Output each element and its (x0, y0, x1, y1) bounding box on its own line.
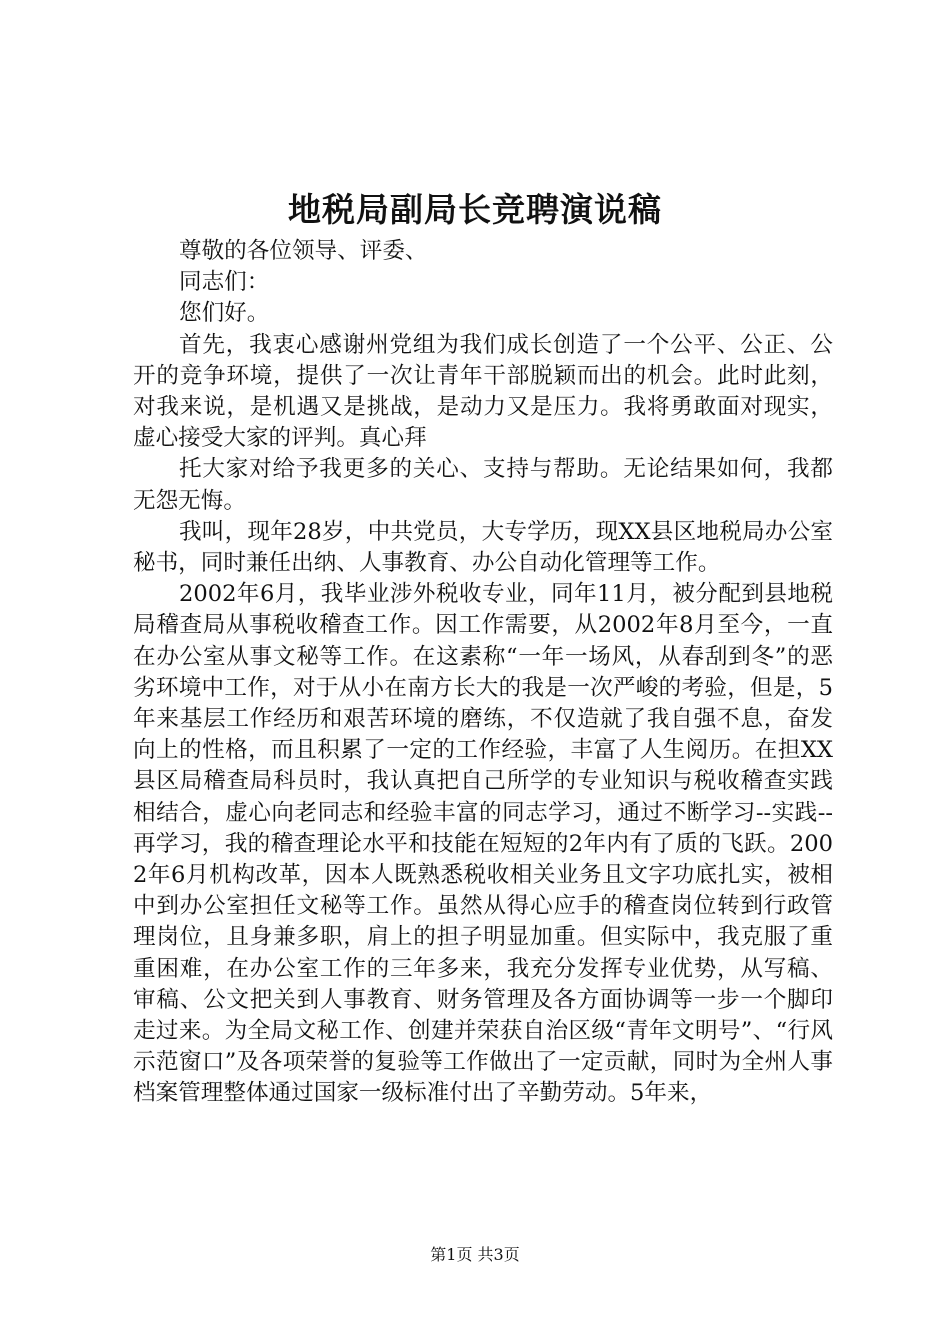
salutation-line-2: 同志们： (179, 269, 270, 296)
paragraph-introduction: 我叫，现年28岁，中共党员，大专学历，现XX县区地税局办公室秘书，同时兼任出纳、人事教育、办公自动化管理等工作。 (133, 518, 833, 577)
paragraph-work-history: 2002年6月，我毕业涉外税收专业，同年11月，被分配到县地税局稽查局从事税收稽查工作。因工作需要，从2002年8月至今，一直在办公室从事文秘等工作。在这素称“一年一场风，从春刮到冬”的恶劣环境中工作，对于从小在南方长大的我是一次严峻的考验，但是，5年来基层工作经历和艰苦环境的磨练，不仅造就了我自强不息，奋发向上的性格，而且积累了一定的工作经验，丰富了人生阅历。在担XX县区局稽查局科员时，我认真把自己所学的专业知识与税收稽查实践相结合，虚心向老同志和经验丰富的同志学习，通过不断学习--实践--再学习，我的稽查理论水平和技能在短短的2年内有了质的飞跃。2002年6月机构改革，因本人既熟悉税收相关业务且文字功底扎实，被相中到办公室担任文秘等工作。虽然从得心应手的稽查岗位转到行政管理岗位，且身兼多职，肩上的担子明显加重。但实际中，我克服了重重困难，在办公室工作的三年多来，我充分发挥专业优势，从写稿、审稿、公文把关到人事教育、财务管理及各方面协调等一步一个脚印走过来。为全局文秘工作、创建并荣获自治区级“青年文明号”、“行风示范窗口”及各项荣誉的复验等工作做出了一定贡献，同时为全州人事档案管理整体通过国家一级标准付出了辛勤劳动。5年来， (133, 581, 833, 1107)
paragraph-thanks: 首先，我衷心感谢州党组为我们成长创造了一个公平、公正、公开的竞争环境，提供了一次让青年干部脱颖而出的机会。此时此刻，对我来说，是机遇又是挑战，是动力又是压力。我将勇敢面对现实，虚心接受大家的评判。真心拜 (133, 331, 833, 452)
document-title: 地税局副局长竞聘演说稿 (288, 190, 662, 229)
salutation-line-1: 尊敬的各位领导、评委、 (179, 238, 428, 264)
paragraph-request: 托大家对给予我更多的关心、支持与帮助。无论结果如何，我都无怨无悔。 (133, 456, 833, 514)
document-body (133, 236, 833, 1110)
greeting-line: 您们好。 (179, 300, 270, 327)
page-number: 第1页 共3页 (430, 1245, 520, 1264)
